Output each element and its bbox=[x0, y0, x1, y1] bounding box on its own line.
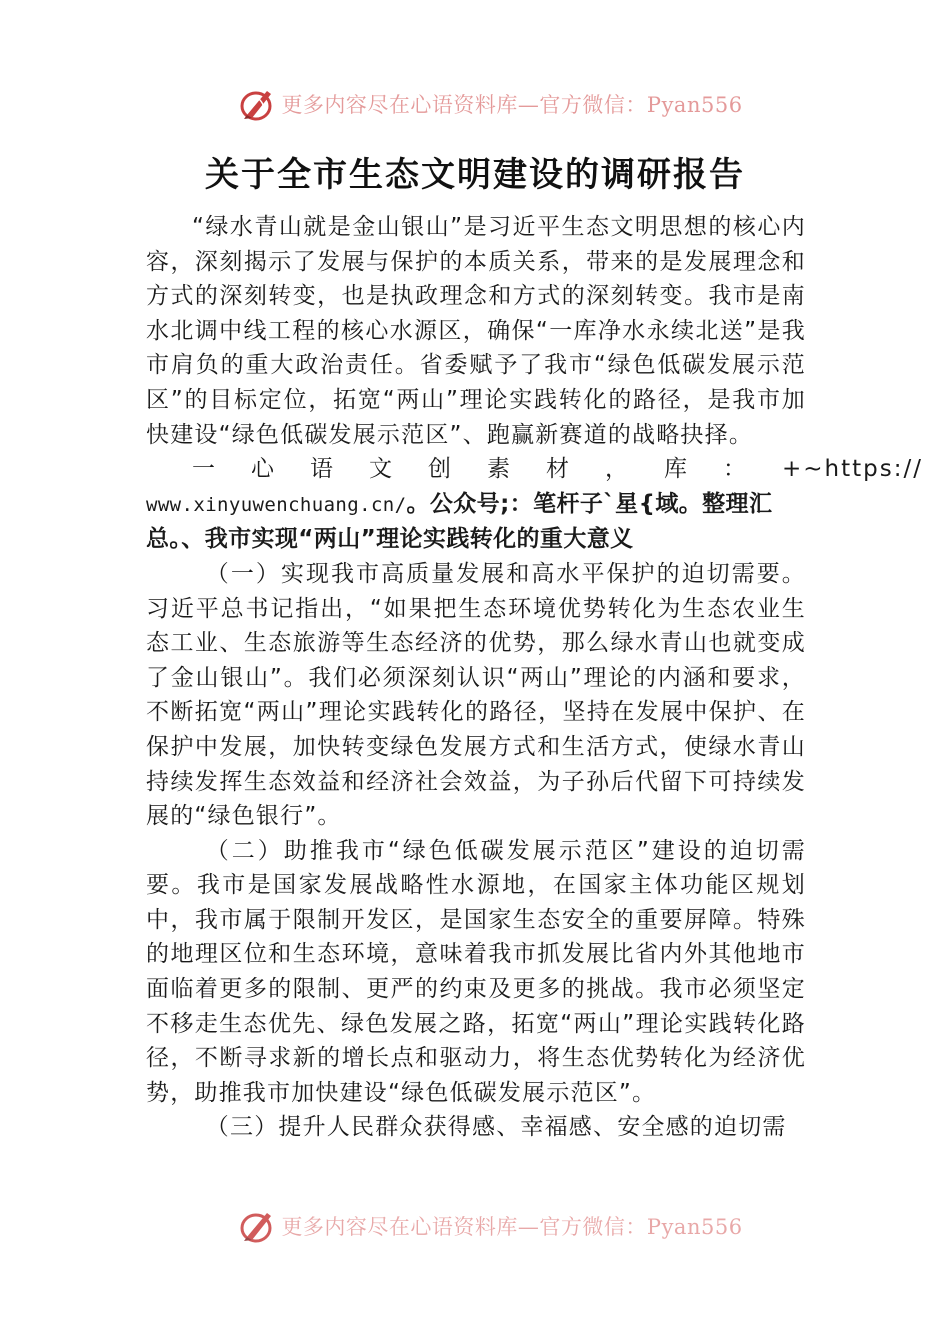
pen-logo-icon bbox=[237, 1207, 277, 1245]
section-paragraph-1: （一）实现我市高质量发展和高水平保护的迫切需要。习近平总书记指出，“如果把生态环境优势转化为生态农业生态工业、生态旅游等生态经济的优势，那么绿水青山也就变成了金山银山”。我们必须深刻认识“两山”理论的内涵和要求，不断拓宽“两山”理论实践转化的路径，坚持在发展中保护、在保护中发展，加快转变绿色发展方式和生活方式，使绿水青山持续发挥生态效益和经济社会效益，为子孙后代留下可持续发展的“绿色银行”。 bbox=[146, 560, 806, 830]
footer-banner-text: 更多内容尽在心语资料库—官方微信：Pyan556 bbox=[281, 1215, 743, 1239]
document-title: 关于全市生态文明建设的调研报告 bbox=[205, 155, 745, 195]
intro-paragraph: “绿水青山就是金山银山”是习近平生态文明思想的核心内容，深刻揭示了发展与保护的本质关系，带来的是发展理念和方式的深刻转变，也是执政理念和方式的深刻转变。我市是南水北调中线工程的核心水源区，确保“一库净水永续北送”是我市肩负的重大政治责任。省委赋予了我市“绿色低碳发展示范区”的目标定位，拓宽“两山”理论实践转化的路径，是我市加快建设“绿色低碳发展示范区”、跑赢新赛道的战略抉择。 bbox=[146, 214, 806, 448]
document-body bbox=[146, 210, 923, 1145]
header-watermark-banner bbox=[0, 84, 950, 124]
footer-watermark-banner bbox=[0, 1206, 950, 1246]
section-paragraph-2: （二）助推我市“绿色低碳发展示范区”建设的迫切需要。我市是国家发展战略性水源地，在国家主体功能区规划中，我市属于限制开发区，是国家生态安全的重要屏障。特殊的地理区位和生态环境，意味着我市抓发展比省内外其他地市面临着更多的限制、更严的约束及更多的挑战。我市必须坚定不移走生态优先、绿色发展之路，拓宽“两山”理论实践转化路径，不断寻求新的增长点和驱动力，将生态优势转化为经济优势，助推我市加快建设“绿色低碳发展示范区”。 bbox=[146, 837, 806, 1106]
watermark-noise-tail: +~https:// bbox=[782, 456, 923, 483]
watermark-noise-continuation bbox=[146, 487, 806, 557]
watermark-noise-block bbox=[146, 452, 923, 557]
watermark-noise-head: 一心语文创素材，库： bbox=[192, 456, 782, 483]
section-heading-one: 。公众号;：笔杆子`星{域。整理汇总。、我市实现“两山”理论实践转化的重大意义 bbox=[146, 490, 773, 553]
pen-logo-icon bbox=[237, 85, 277, 123]
header-banner-text: 更多内容尽在心语资料库—官方微信：Pyan556 bbox=[281, 93, 743, 117]
section-paragraph-3: （三）提升人民群众获得感、幸福感、安全感的迫切需 bbox=[205, 1114, 787, 1141]
watermark-noise-line bbox=[146, 452, 923, 487]
watermark-url: www.xinyuwenchuang.cn/ bbox=[146, 493, 407, 516]
